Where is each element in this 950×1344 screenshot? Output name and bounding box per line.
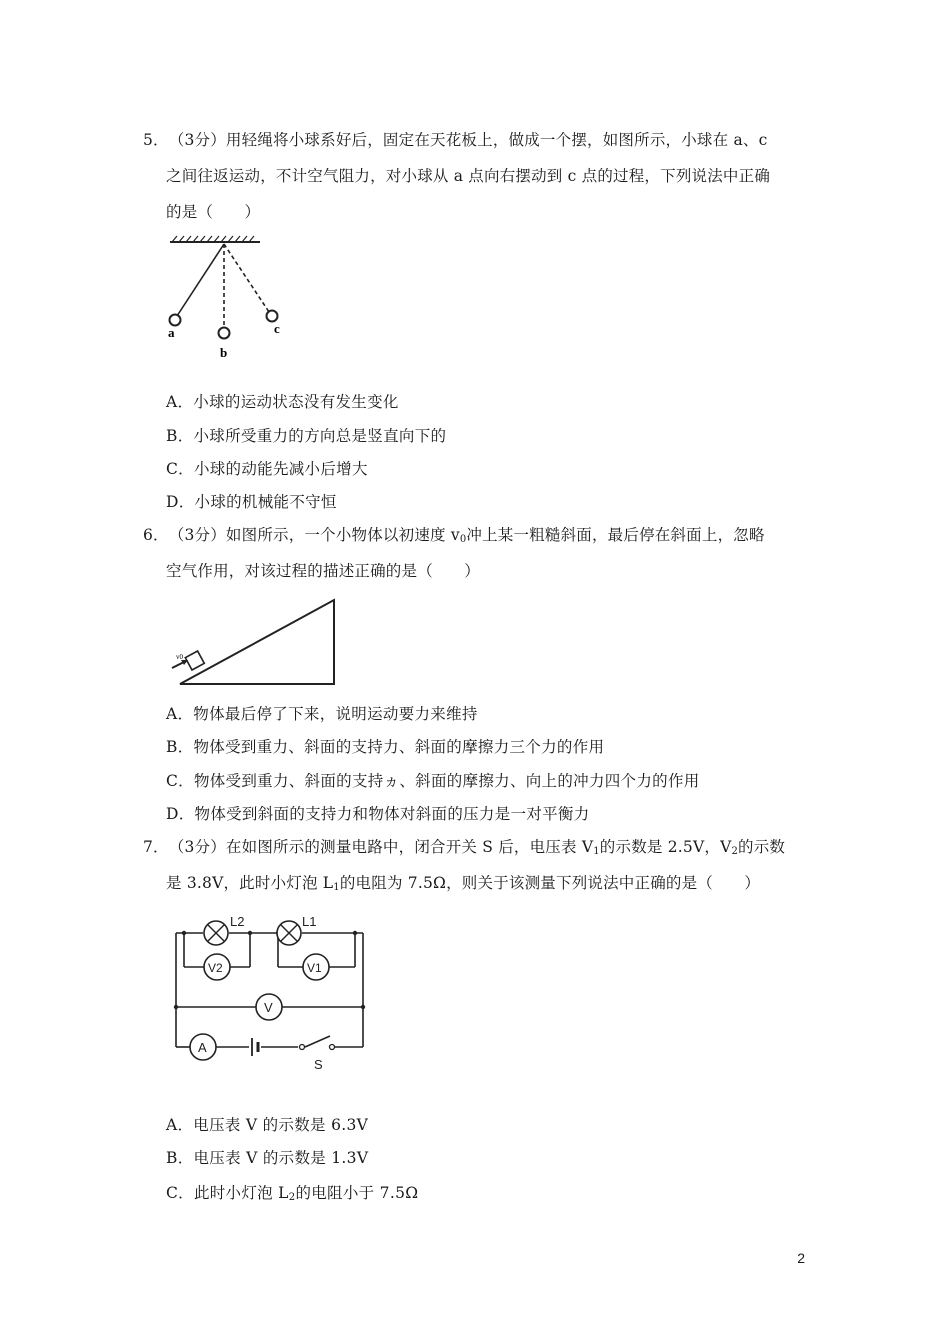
label-a: a (168, 325, 175, 340)
q6-stem-1a: （3分）如图所示，一个小物体以初速度 v (168, 526, 460, 544)
q5-option-c: C．小球的动能先减小后增大 (166, 460, 368, 478)
label-s: S (314, 1057, 323, 1072)
pendulum-figure (160, 236, 300, 366)
q6-option-c: C．物体受到重力、斜面的支持ヵ、斜面的摩擦力、向上的冲力四个力的作用 (166, 772, 700, 790)
switch-contact-left (300, 1045, 305, 1050)
q6-stem-2: 空气作用，对该过程的描述正确的是（ ） (166, 562, 481, 580)
q5-option-a: A．小球的运动状态没有发生变化 (166, 393, 399, 411)
label-v1: V1 (307, 961, 322, 975)
q6-option-d: D．物体受到斜面的支持力和物体对斜面的压力是一对平衡力 (166, 805, 590, 823)
label-l2: L2 (230, 914, 245, 929)
rope-c (224, 244, 269, 312)
q7-option-a: A．电压表 V 的示数是 6.3V (166, 1116, 369, 1134)
q7-option-c-b: 的电阻小于 7.5Ω (295, 1184, 419, 1202)
ball-a (170, 315, 181, 326)
q6-line1 (143, 525, 765, 550)
page-number: 2 (797, 1250, 805, 1266)
label-l1: L1 (302, 914, 317, 929)
ball-b (219, 328, 230, 339)
q6-option-a: A．物体最后停了下来，说明运动要力来维持 (166, 705, 478, 723)
q7-option-c (166, 1183, 418, 1208)
switch-contact-right (330, 1045, 335, 1050)
incline-figure (168, 596, 343, 691)
q7-stem-1-sub1: 1 (593, 846, 600, 857)
q7-option-c-a: C．此时小灯泡 L (166, 1184, 289, 1202)
q6-stem-1-sub: 0 (459, 534, 467, 545)
q7-line1 (143, 837, 785, 862)
incline-triangle (180, 600, 334, 684)
q5-option-b: B．小球所受重力的方向总是竖直向下的 (166, 427, 447, 445)
circuit-figure (168, 912, 373, 1072)
q7-stem-2b: 的电阻为 7.5Ω，则关于该测量下列说法中正确的是（ ） (339, 874, 761, 892)
ceiling (170, 236, 260, 242)
q6-number: 6． (143, 526, 169, 544)
q7-option-c-sub: 2 (288, 1192, 296, 1203)
q5-stem-2: 之间往返运动，不计空气阻力，对小球从 a 点向右摆动到 c 点的过程，下列说法中正确 (166, 167, 771, 185)
label-v2: V2 (208, 961, 223, 975)
lamp-l2 (204, 921, 228, 945)
q7-line2 (166, 873, 760, 898)
q7-number: 7． (143, 838, 169, 856)
block (185, 651, 204, 670)
label-v: V (264, 1000, 273, 1015)
label-c: c (274, 321, 280, 336)
q7-option-b: B．电压表 V 的示数是 1.3V (166, 1149, 369, 1167)
label-a: A (198, 1040, 207, 1055)
lamp-l1 (277, 921, 301, 945)
q7-stem-1b: 的示数是 2.5V，V (599, 838, 732, 856)
q5-line1 (143, 130, 767, 150)
q7-stem-2a: 是 3.8V，此时小灯泡 L (166, 874, 334, 892)
rope-a (177, 244, 224, 316)
q5-number: 5． (143, 131, 169, 149)
q7-stem-2-sub: 1 (333, 882, 340, 893)
q7-stem-1c: 的示数 (738, 838, 786, 856)
q5-option-d: D．小球的机械能不守恒 (166, 493, 337, 511)
q6-stem-1b: 冲上某一粗糙斜面，最后停在斜面上，忽略 (466, 526, 765, 544)
q7-stem-1a: （3分）在如图所示的测量电路中，闭合开关 S 后，电压表 V (168, 838, 594, 856)
ball-c (267, 311, 278, 322)
q5-stem-1: （3分）用轻绳将小球系好后，固定在天花板上，做成一个摆，如图所示，小球在 a、c (168, 131, 768, 149)
q5-stem-3: 的是（ ） (166, 203, 261, 221)
label-v0: v0 (176, 653, 183, 661)
q7-stem-1-sub2: 2 (731, 846, 739, 857)
label-b: b (220, 345, 228, 360)
q6-option-b: B．物体受到重力、斜面的支持力、斜面的摩擦力三个力的作用 (166, 738, 605, 756)
